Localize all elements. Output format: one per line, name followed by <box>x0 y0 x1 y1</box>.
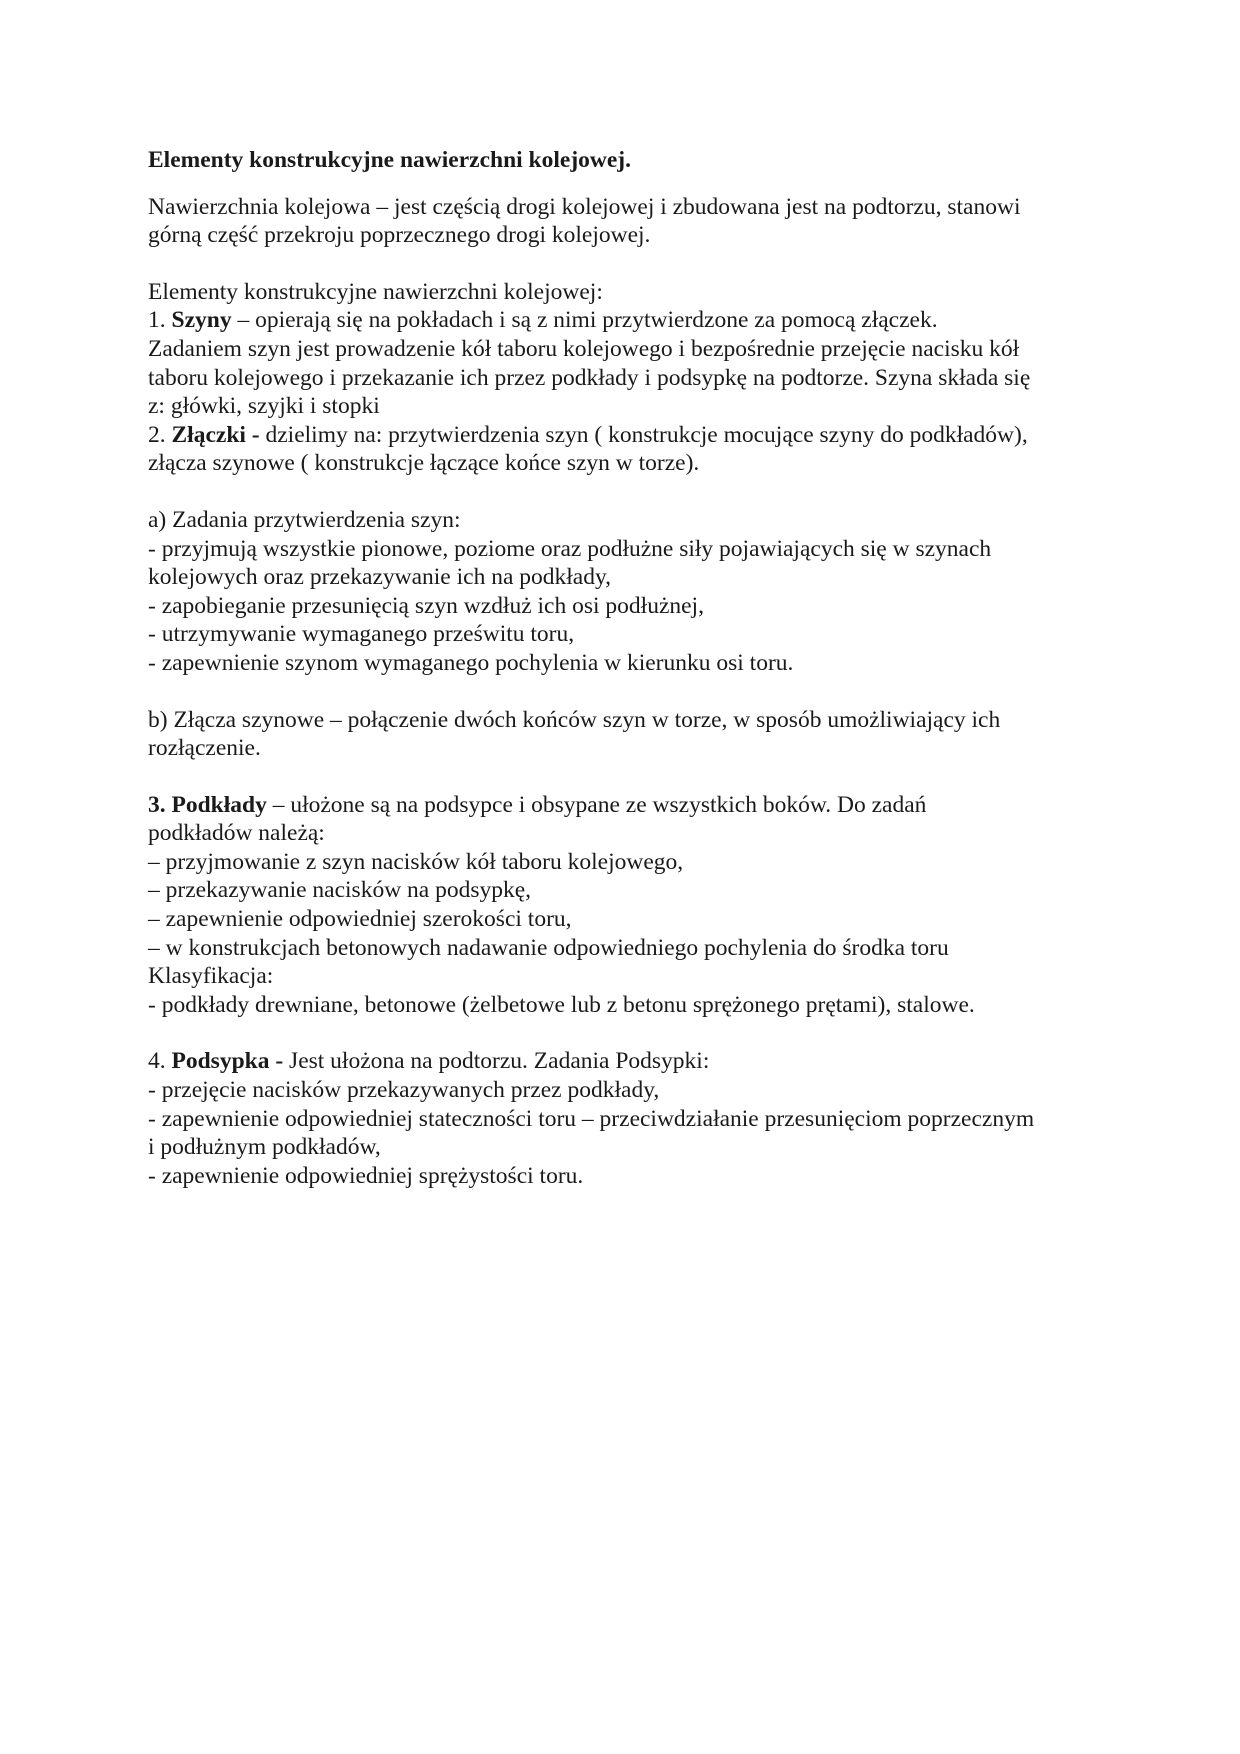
podsypka-desc: Jest ułożona na podtorzu. Zadania Podsypki: <box>289 1048 710 1075</box>
podklady-section <box>148 791 1108 1020</box>
przytwierdzenia-section <box>148 506 1108 678</box>
podklady-term: 3. Podkłady <box>148 791 267 818</box>
spacer <box>148 250 1108 278</box>
podsypka-number: 4. <box>148 1048 172 1075</box>
podklady-line: podkładów należą: <box>148 820 325 847</box>
klasyfikacja-heading: Klasyfikacja: <box>148 963 274 990</box>
list-item: - zapewnienie odpowiedniej stateczności toru – przeciwdziałanie przesunięciom poprzecznym <box>148 1105 1035 1132</box>
szyny-line <box>148 306 1108 335</box>
zlaczki-term: Złączki - <box>171 421 266 448</box>
list-item: - zapewnienie odpowiedniej sprężystości toru. <box>148 1162 584 1189</box>
list-item: - utrzymywanie wymaganego prześwitu toru, <box>148 621 575 648</box>
list-item: - podkłady drewniane, betonowe (żelbetowe lub z betonu sprężonego prętami), stalowe. <box>148 991 975 1018</box>
zlaczki-line <box>148 421 1108 450</box>
podsypka-term: Podsypka - <box>171 1048 290 1075</box>
spacer <box>148 1019 1108 1047</box>
list-item: kolejowych oraz przekazywanie ich na podkłady, <box>148 564 612 591</box>
intro-paragraph <box>148 193 1108 250</box>
zlacza-section <box>148 706 1108 763</box>
spacer <box>148 763 1108 791</box>
szyny-term: Szyny <box>171 307 232 334</box>
intro-line: górną część przekroju poprzecznego drogi kolejowej. <box>148 222 651 249</box>
podsypka-section <box>148 1047 1108 1190</box>
podklady-desc: – ułożone są na podsypce i obsypane ze wszystkich boków. Do zadań <box>266 791 927 818</box>
szyny-line: z: główki, szyjki i stopki <box>148 393 380 420</box>
list-item: - przejęcie nacisków przekazywanych przez podkłady, <box>148 1077 660 1104</box>
zlacza-line: rozłączenie. <box>148 735 261 762</box>
list-item: – zapewnienie odpowiedniej szerokości toru, <box>148 906 572 933</box>
przytwierdzenia-heading: a) Zadania przytwierdzenia szyn: <box>148 506 461 533</box>
spacer <box>148 678 1108 706</box>
zlaczki-line: złącza szynowe ( konstrukcje łączące końce szyn w torze). <box>148 450 700 477</box>
list-item: - zapobieganie przesunięcią szyn wzdłuż ich osi podłużnej, <box>148 592 704 619</box>
list-item: – przyjmowanie z szyn nacisków kół taboru kolejowego, <box>148 848 684 875</box>
zlaczki-desc: dzielimy na: przytwierdzenia szyn ( konstrukcje mocujące szyny do podkładów), <box>265 421 1028 448</box>
intro-line: Nawierzchnia kolejowa – jest częścią drogi kolejowej i zbudowana jest na podtorzu, stanowi <box>148 193 1021 220</box>
szyny-desc: – opierają się na pokładach i są z nimi przytwierdzone za pomocą złączek. <box>231 307 938 334</box>
podklady-line <box>148 791 1108 820</box>
zlacza-line: b) Złącza szynowe – połączenie dwóch końców szyn w torze, w sposób umożliwiający ich <box>148 706 1001 733</box>
szyny-number: 1. <box>148 307 172 334</box>
list-item: – przekazywanie nacisków na podsypkę, <box>148 877 532 904</box>
list-item: - przyjmują wszystkie pionowe, poziome oraz podłużne siły pojawiających się w szynach <box>148 535 992 562</box>
spacer <box>148 478 1108 506</box>
list-item: - zapewnienie szynom wymaganego pochylenia w kierunku osi toru. <box>148 649 794 676</box>
list-item: – w konstrukcjach betonowych nadawanie odpowiedniego pochylenia do środka toru <box>148 934 949 961</box>
zlaczki-number: 2. <box>148 421 172 448</box>
document-title: Elementy konstrukcyjne nawierzchni kolejowej. <box>148 147 632 173</box>
elements-heading: Elementy konstrukcyjne nawierzchni kolejowej: <box>148 278 603 305</box>
document-page <box>148 146 1108 1190</box>
elements-section <box>148 278 1108 478</box>
szyny-line: taboru kolejowego i przekazanie ich przez podkłady i podsypkę na podtorze. Szyna składa się <box>148 364 1031 391</box>
list-item: i podłużnym podkładów, <box>148 1134 381 1161</box>
podsypka-line <box>148 1047 1108 1076</box>
szyny-line: Zadaniem szyn jest prowadzenie kół taboru kolejowego i bezpośrednie przejęcie nacisku kół <box>148 335 1020 362</box>
